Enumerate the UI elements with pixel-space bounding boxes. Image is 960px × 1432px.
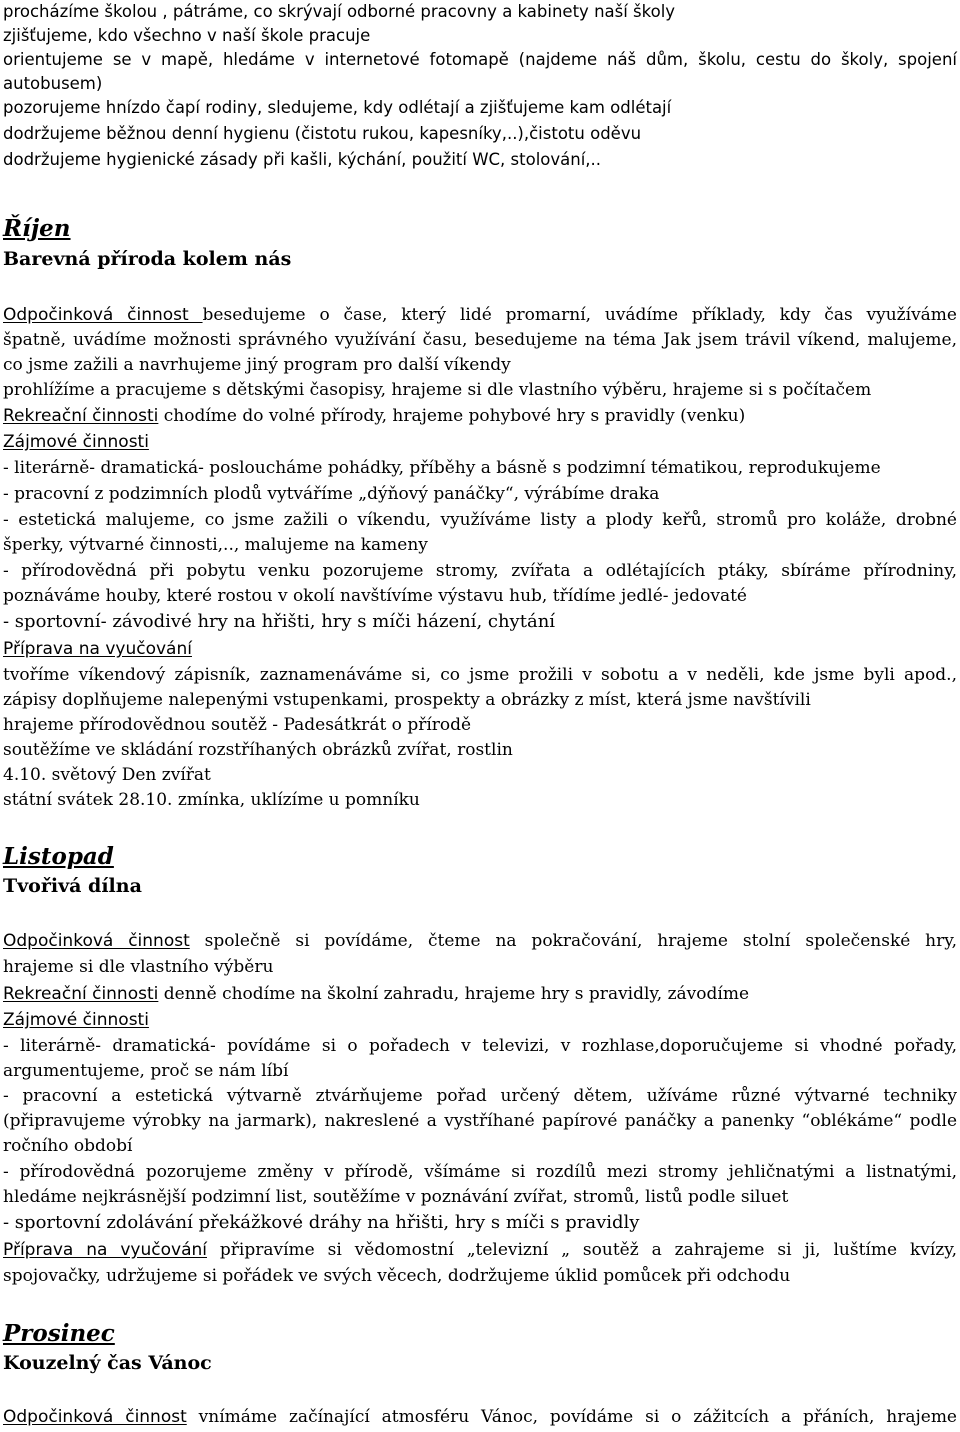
rijen-priprava-line-4: soutěžíme ve skládání rozstříhaných obrázků zvířat, rostlin [3,740,513,760]
intro-line-3: orientujeme se v mapě, hledáme v internetové fotomapě (najdeme náš dům, školu, cestu do školy, spojení [3,50,957,69]
listopad-zajmove-line-6: - přírodovědná pozorujeme změny v přírodě, všímáme si rozdílů mezi stromy jehličnatými a listnatými, [3,1162,957,1182]
section-subtitle-prosinec: Kouzelný čas Vánoc [3,1352,212,1374]
rijen-zajmove-line-5: - přírodovědná při pobytu venku pozorujeme stromy, zvířata a odlétajících ptáky, sbíráme přírodniny, [3,561,957,581]
listopad-zajmove-line-3: - pracovní a estetická výtvarně ztvárňujeme pořad určený dětem, užíváme různé výtvarné techniky [3,1086,957,1106]
rijen-rekreacni-label: Rekreační činnosti [3,406,159,426]
rijen-priprava-line-2: zápisy doplňujeme nalepenými vstupenkami, prospekty a obrázky z míst, která jsme navštívili [3,690,811,710]
rijen-zajmove-line-7: - sportovní- závodivé hry na hřišti, hry s míči házení, chytání [3,611,556,632]
section-heading-rijen: Říjen [3,215,71,242]
rijen-odpocinkova-line-2: špatně, uvádíme možnosti správného využívání času, besedujeme na téma Jak jsem trávil víkend, malujeme, [3,330,957,350]
rijen-odpocinkova-line-3: co jsme zažili a navrhujeme jiný program pro další víkendy [3,355,511,375]
rijen-priprava-line-6: státní svátek 28.10. zmínka, uklízíme u pomníku [3,790,420,810]
rijen-odpocinkova-line-1: Odpočinková činnost besedujeme o čase, který lidé promarní, uvádíme příklady, kdy čas využíváme [3,305,957,325]
rijen-zajmove-line-1: - literárně- dramatická- posloucháme pohádky, příběhy a básně s podzimní tématikou, reprodukujeme [3,458,881,478]
listopad-zajmove-line-5: ročního období [3,1136,133,1156]
listopad-priprava-label: Příprava na vyučování [3,1240,207,1260]
listopad-priprava-line-1: Příprava na vyučování připravíme si vědomostní „televizní „ soutěž a zahrajeme si ji, luštíme kvízy, [3,1240,957,1260]
rijen-odpocinkova-label: Odpočinková činnost [3,305,203,325]
rijen-zajmove-line-6: poznáváme houby, které rostou v okolí navštívíme výstavu hub, třídíme jedlé- jedovaté [3,586,747,606]
rijen-priprava-label: Příprava na vyučování [3,639,192,659]
listopad-priprava-line-2: spojovačky, udržujeme si pořádek ve svých věcech, dodržujeme úklid pomůcek při odchodu [3,1266,791,1286]
section-heading-prosinec: Prosinec [3,1320,115,1347]
intro-line-6: dodržujeme běžnou denní hygienu (čistotu rukou, kapesníky,..),čistotu oděvu [3,124,642,143]
section-heading-listopad: Listopad [3,843,114,870]
intro-line-7: dodržujeme hygienické zásady při kašli, kýchání, použití WC, stolování,.. [3,150,602,169]
section-subtitle-rijen: Barevná příroda kolem nás [3,248,292,270]
listopad-rekreacni-label: Rekreační činnosti [3,984,159,1004]
prosinec-odpocinkova-line-1: Odpočinková činnost vnímáme začínající atmosféru Vánoc, povídáme si o zážitcích a přáních, hrajeme [3,1407,957,1427]
intro-line-4: autobusem) [3,74,103,93]
rijen-zajmove-label: Zájmové činnosti [3,432,149,452]
listopad-zajmove-line-7: hledáme nejkrásnější podzimní list, soutěžíme v poznávání zvířat, stromů, listů podle siluet [3,1187,789,1207]
rijen-priprava-line-1: tvoříme víkendový zápisník, zaznamenáváme si, co jsme prožili v sobotu a v neděli, kde jsme byli apod., [3,665,957,685]
rijen-priprava-line-5: 4.10. světový Den zvířat [3,765,211,785]
listopad-zajmove-line-4: (připravujeme výrobky na jarmark), nakreslené a vystříhané papírové panáčky a panenky “oblékáme“ podle [3,1111,957,1131]
rijen-rekreacni-line: Rekreační činnosti chodíme do volné přírody, hrajeme pohybové hry s pravidly (venku) [3,406,746,426]
listopad-zajmove-line-2: argumentujeme, proč se nám líbí [3,1061,289,1081]
listopad-odpocinkova-label: Odpočinková činnost [3,931,190,951]
listopad-zajmove-line-8: - sportovní zdolávání překážkové dráhy na hřišti, hry s míči s pravidly [3,1212,640,1233]
intro-line-1: procházíme školou , pátráme, co skrývají odborné pracovny a kabinety naší školy [3,2,676,21]
intro-line-5: pozorujeme hnízdo čapí rodiny, sledujeme, kdy odlétají a zjišťujeme kam odlétají [3,98,672,117]
listopad-odpocinkova-line-1: Odpočinková činnost společně si povídáme, čteme na pokračování, hrajeme stolní společenské hry, [3,931,957,951]
prosinec-odpocinkova-label: Odpočinková činnost [3,1407,187,1427]
listopad-zajmove-line-1: - literárně- dramatická- povídáme si o pořadech v televizi, v rozhlase,doporučujeme si vhodné pořady, [3,1036,957,1056]
rijen-priprava-line-3: hrajeme přírodovědnou soutěž - Padesátkrát o přírodě [3,715,472,735]
listopad-zajmove-label: Zájmové činnosti [3,1010,149,1030]
intro-line-2: zjišťujeme, kdo všechno v naší škole pracuje [3,26,371,45]
section-subtitle-listopad: Tvořivá dílna [3,875,142,897]
rijen-odpocinkova-line-4: prohlížíme a pracujeme s dětskými časopisy, hrajeme si dle vlastního výběru, hrajeme si s počítačem [3,380,872,400]
listopad-odpocinkova-line-2: hrajeme si dle vlastního výběru [3,957,274,977]
listopad-rekreacni-line: Rekreační činnosti denně chodíme na školní zahradu, hrajeme hry s pravidly, závodíme [3,984,750,1004]
rijen-zajmove-line-3: - estetická malujeme, co jsme zažili o víkendu, využíváme listy a plody keřů, stromů pro koláže, drobné [3,510,957,530]
rijen-zajmove-line-2: - pracovní z podzimních plodů vytváříme „dýňový panáčky“, výrábíme draka [3,484,660,504]
rijen-zajmove-line-4: šperky, výtvarné činnosti,.., malujeme na kameny [3,535,428,555]
